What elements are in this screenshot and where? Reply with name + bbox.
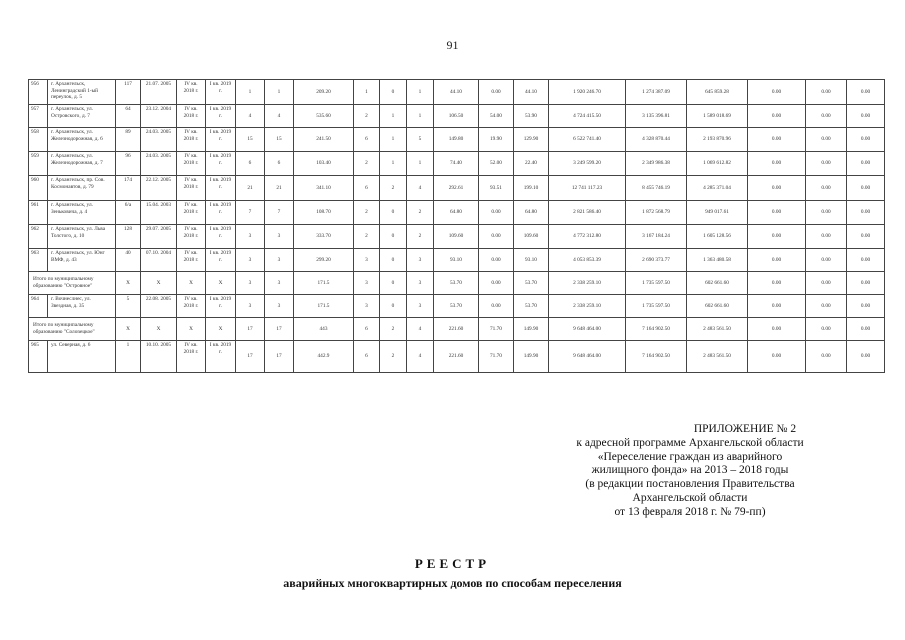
value-cell: 1 363 480.58 [687, 249, 748, 272]
value-cell: 2 [354, 201, 380, 225]
value-cell: 149.90 [514, 318, 549, 341]
value-cell: 4 772 312.80 [549, 225, 626, 249]
date-cell: 22.12. 2005 [141, 176, 177, 201]
value-cell: 2 [380, 318, 407, 341]
value-cell: 71.70 [479, 318, 514, 341]
table-cell: I кв. 2019 г. [206, 341, 236, 373]
total-row [29, 272, 885, 295]
value-cell: 0.00 [748, 176, 806, 201]
row-number: 961 [29, 201, 48, 225]
value-cell: 0.00 [748, 341, 806, 373]
value-cell: 0.00 [748, 225, 806, 249]
value-cell: 1 [265, 80, 294, 105]
value-cell: 17 [236, 341, 265, 373]
appendix-line: Архангельской области [632, 491, 748, 504]
table-cell: IV кв. 2018 г. [177, 105, 206, 128]
row-number: 964 [29, 295, 48, 318]
table-cell: X [141, 272, 177, 295]
value-cell: 333.70 [294, 225, 354, 249]
value-cell: 0.00 [748, 201, 806, 225]
value-cell: 7 [265, 201, 294, 225]
table-cell: X [177, 318, 206, 341]
value-cell: 106.50 [434, 105, 479, 128]
value-cell: 3 167 184.24 [626, 225, 687, 249]
value-cell: 22.40 [514, 152, 549, 176]
table-cell: I кв. 2019 г. [206, 295, 236, 318]
value-cell: 3 [354, 249, 380, 272]
table-cell: X [206, 318, 236, 341]
value-cell: 0.00 [806, 341, 847, 373]
value-cell: 6 [265, 152, 294, 176]
value-cell: 0.00 [847, 249, 885, 272]
address-cell: г. Архангельск, пр. Сов. Космонавтов, д. 79 [48, 176, 116, 201]
table-cell: IV кв. 2018 г. [177, 152, 206, 176]
total-label: Итого по муниципальному образованию "Солоnецкое" [29, 318, 116, 341]
value-cell: 9 648 464.00 [549, 318, 626, 341]
value-cell: 3 135 396.81 [626, 105, 687, 128]
value-cell: 0.00 [806, 128, 847, 152]
value-cell: 171.5 [294, 295, 354, 318]
table-cell: I кв. 2019 г. [206, 176, 236, 201]
value-cell: 109.60 [514, 225, 549, 249]
value-cell: 3 249 599.20 [549, 152, 626, 176]
date-cell: 15.04. 2003 [141, 201, 177, 225]
value-cell: 4 724 415.50 [549, 105, 626, 128]
table-cell: 5 [116, 295, 141, 318]
value-cell: 3 [236, 249, 265, 272]
table-cell: X [206, 272, 236, 295]
value-cell: 1 920 246.70 [549, 80, 626, 105]
value-cell: 53.70 [514, 272, 549, 295]
value-cell: 149.90 [514, 341, 549, 373]
value-cell: 3 [407, 272, 434, 295]
value-cell: 2 690 373.77 [626, 249, 687, 272]
value-cell: 0.00 [847, 152, 885, 176]
row-number: 965 [29, 341, 48, 373]
value-cell: 1 [407, 105, 434, 128]
value-cell: 0.00 [806, 272, 847, 295]
value-cell: 93.10 [514, 249, 549, 272]
appendix-line: «Переселение граждан из аварийного [597, 450, 783, 463]
value-cell: 341.10 [294, 176, 354, 201]
value-cell: 0.00 [479, 80, 514, 105]
value-cell: 1 [354, 80, 380, 105]
total-label: Итого по муниципальному образованию "Островное" [29, 272, 116, 295]
table-row [29, 152, 885, 176]
address-cell: г. Архангельск, ул. Зеньковича, д. 4 [48, 201, 116, 225]
table-cell: I кв. 2019 г. [206, 128, 236, 152]
table-row [29, 225, 885, 249]
value-cell: 0.00 [748, 272, 806, 295]
value-cell: 6 522 741.40 [549, 128, 626, 152]
value-cell: 129.90 [514, 128, 549, 152]
address-cell: г. Архангельск, ул. Железнодорожная, д. 6 [48, 128, 116, 152]
value-cell: 3 [265, 249, 294, 272]
table-cell: X [141, 318, 177, 341]
date-cell: 24.03. 2005 [141, 128, 177, 152]
value-cell: 1 274 387.09 [626, 80, 687, 105]
value-cell: 0.00 [748, 295, 806, 318]
table-cell: 128 [116, 225, 141, 249]
date-cell: 21.07. 2005 [141, 80, 177, 105]
value-cell: 602 661.60 [687, 295, 748, 318]
value-cell: 0.00 [847, 295, 885, 318]
value-cell: 535.60 [294, 105, 354, 128]
value-cell: 6 [236, 152, 265, 176]
row-number: 963 [29, 249, 48, 272]
value-cell: 12 741 117.23 [549, 176, 626, 201]
value-cell: 0.00 [748, 80, 806, 105]
table-row [29, 201, 885, 225]
value-cell: 0 [380, 295, 407, 318]
address-cell: ул. Северная, д. 6 [48, 341, 116, 373]
table-cell: IV кв. 2018 г. [177, 128, 206, 152]
value-cell: 0.00 [479, 295, 514, 318]
value-cell: 4 285 371.04 [687, 176, 748, 201]
table-cell: I кв. 2019 г. [206, 80, 236, 105]
value-cell: 1 605 128.56 [687, 225, 748, 249]
value-cell: 1 [380, 128, 407, 152]
value-cell: 2 483 561.50 [687, 318, 748, 341]
value-cell: 0.00 [806, 225, 847, 249]
value-cell: 0.00 [847, 341, 885, 373]
row-number: 958 [29, 128, 48, 152]
value-cell: 4 [236, 105, 265, 128]
value-cell: 442.9 [294, 341, 354, 373]
value-cell: 0.00 [847, 128, 885, 152]
value-cell: 3 [354, 272, 380, 295]
value-cell: 949 017.61 [687, 201, 748, 225]
table-cell: IV кв. 2018 г. [177, 176, 206, 201]
table-row [29, 341, 885, 373]
table-cell: I кв. 2019 г. [206, 201, 236, 225]
value-cell: 4 [407, 318, 434, 341]
table-row [29, 80, 885, 105]
value-cell: 15 [265, 128, 294, 152]
value-cell: 0.00 [847, 272, 885, 295]
value-cell: 2 193 870.96 [687, 128, 748, 152]
appendix-line: (в редакции постановления Правительства [585, 478, 795, 491]
address-cell: г. Архангельск, ул. Юнг ВМФ, д. 43 [48, 249, 116, 272]
value-cell: 9 648 464.00 [549, 341, 626, 373]
value-cell: 0.00 [847, 176, 885, 201]
value-cell: 21 [265, 176, 294, 201]
value-cell: 221.60 [434, 341, 479, 373]
value-cell: 71.70 [479, 341, 514, 373]
table-cell: X [177, 272, 206, 295]
value-cell: 64.80 [434, 201, 479, 225]
value-cell: 0.00 [806, 80, 847, 105]
value-cell: 2 [407, 201, 434, 225]
value-cell: 2 [354, 225, 380, 249]
value-cell: 93.10 [434, 249, 479, 272]
table-cell: I кв. 2019 г. [206, 152, 236, 176]
value-cell: 3 [265, 225, 294, 249]
value-cell: 4 [265, 105, 294, 128]
value-cell: 0.00 [479, 225, 514, 249]
value-cell: 0.00 [748, 249, 806, 272]
value-cell: 19.90 [479, 128, 514, 152]
row-number: 957 [29, 105, 48, 128]
value-cell: 1 735 597.50 [626, 295, 687, 318]
value-cell: 2 [407, 225, 434, 249]
value-cell: 0.00 [806, 105, 847, 128]
table-cell: 89 [116, 128, 141, 152]
value-cell: 0.00 [479, 249, 514, 272]
value-cell: 0.00 [748, 105, 806, 128]
value-cell: 53.70 [434, 295, 479, 318]
value-cell: 1 [380, 152, 407, 176]
value-cell: 171.5 [294, 272, 354, 295]
value-cell: 6 [354, 176, 380, 201]
value-cell: 53.70 [434, 272, 479, 295]
appendix-line: от 13 февраля 2018 г. № 79-пп) [614, 505, 766, 518]
address-cell: г. Архангельск, ул. Льва Толстого, д. 10 [48, 225, 116, 249]
value-cell: 5 [407, 128, 434, 152]
value-cell: 108.70 [294, 201, 354, 225]
value-cell: 0.00 [847, 105, 885, 128]
total-row [29, 318, 885, 341]
value-cell: 3 [265, 272, 294, 295]
value-cell: 74.40 [434, 152, 479, 176]
value-cell: 0.00 [479, 272, 514, 295]
table-row [29, 105, 885, 128]
row-number: 956 [29, 80, 48, 105]
table-cell: I кв. 2019 г. [206, 105, 236, 128]
value-cell: 4 [407, 176, 434, 201]
table-cell: IV кв. 2018 г. [177, 201, 206, 225]
value-cell: 241.50 [294, 128, 354, 152]
value-cell: 1 [236, 80, 265, 105]
value-cell: 0.00 [806, 295, 847, 318]
value-cell: 1 [380, 105, 407, 128]
value-cell: 2 338 259.10 [549, 272, 626, 295]
table-cell: IV кв. 2018 г. [177, 249, 206, 272]
value-cell: 53.70 [514, 295, 549, 318]
address-cell: г. Архангельск, ул. Железнодорожная, д. 7 [48, 152, 116, 176]
page-number: 91 [446, 38, 459, 52]
value-cell: 53.90 [514, 105, 549, 128]
table-cell: 1 [116, 341, 141, 373]
appendix-line: к адресной программе Архангельской области [576, 436, 804, 449]
table-row [29, 128, 885, 152]
table-cell: X [116, 318, 141, 341]
table-cell: IV кв. 2018 г. [177, 225, 206, 249]
value-cell: 0.00 [806, 176, 847, 201]
value-cell: 3 [407, 295, 434, 318]
table-cell: 96 [116, 152, 141, 176]
table-row [29, 295, 885, 318]
value-cell: 1 872 568.79 [626, 201, 687, 225]
value-cell: 602 661.60 [687, 272, 748, 295]
address-cell: г. Вочнеслнеc, ул. Звездная, д. 35 [48, 295, 116, 318]
appendix-heading: ПРИЛОЖЕНИЕ № 2 [693, 423, 797, 435]
value-cell: 0.00 [806, 201, 847, 225]
row-number: 959 [29, 152, 48, 176]
registry-title: РЕЕСТР [414, 556, 491, 571]
value-cell: 3 [354, 295, 380, 318]
value-cell: 64.80 [514, 201, 549, 225]
value-cell: 199.10 [514, 176, 549, 201]
date-cell: 22.08. 2005 [141, 295, 177, 318]
value-cell: 0 [380, 80, 407, 105]
value-cell: 109.60 [434, 225, 479, 249]
value-cell: 0 [380, 201, 407, 225]
value-cell: 1 735 597.50 [626, 272, 687, 295]
table-cell: 64 [116, 105, 141, 128]
registry-subtitle: аварийных многоквартирных домов по способам переселения [283, 576, 622, 590]
date-cell: 10.10. 2005 [141, 341, 177, 373]
value-cell: 2 349 986.38 [626, 152, 687, 176]
value-cell: 443 [294, 318, 354, 341]
value-cell: 0.00 [479, 201, 514, 225]
value-cell: 2 [354, 105, 380, 128]
value-cell: 4 [407, 341, 434, 373]
value-cell: 0 [380, 225, 407, 249]
value-cell: 2 [380, 176, 407, 201]
value-cell: 2 [380, 341, 407, 373]
appendix-block [540, 423, 840, 520]
value-cell: 6 [354, 318, 380, 341]
table-cell: IV кв. 2018 г. [177, 341, 206, 373]
address-cell: г. Архангельск, Ленинградский 1-ый переулок, д. 5 [48, 80, 116, 105]
value-cell: 52.00 [479, 152, 514, 176]
row-number: 962 [29, 225, 48, 249]
value-cell: 21 [236, 176, 265, 201]
value-cell: 1 589 018.69 [687, 105, 748, 128]
value-cell: 0.00 [847, 318, 885, 341]
value-cell: 3 [265, 295, 294, 318]
table-cell: IV кв. 2018 г. [177, 295, 206, 318]
value-cell: 6 [354, 341, 380, 373]
value-cell: 7 164 902.50 [626, 341, 687, 373]
value-cell: 0.00 [748, 128, 806, 152]
value-cell: 0.00 [847, 201, 885, 225]
value-cell: 7 164 902.50 [626, 318, 687, 341]
value-cell: 2 821 586.40 [549, 201, 626, 225]
value-cell: 44.10 [434, 80, 479, 105]
row-number: 960 [29, 176, 48, 201]
table-cell: IV кв. 2018 г. [177, 80, 206, 105]
value-cell: 1 069 612.82 [687, 152, 748, 176]
value-cell: 0.00 [847, 225, 885, 249]
date-cell: 29.07. 2005 [141, 225, 177, 249]
value-cell: 2 338 259.10 [549, 295, 626, 318]
value-cell: 0.00 [748, 152, 806, 176]
value-cell: 44.10 [514, 80, 549, 105]
value-cell: 3 [236, 272, 265, 295]
value-cell: 8 455 746.19 [626, 176, 687, 201]
date-cell: 24.03. 2005 [141, 152, 177, 176]
value-cell: 54.00 [479, 105, 514, 128]
table-cell: I кв. 2019 г. [206, 225, 236, 249]
value-cell: 2 483 561.50 [687, 341, 748, 373]
value-cell: 645 859.28 [687, 80, 748, 105]
value-cell: 0.00 [806, 318, 847, 341]
value-cell: 1 [407, 80, 434, 105]
value-cell: 149.80 [434, 128, 479, 152]
table-cell: 40 [116, 249, 141, 272]
value-cell: 4 328 870.44 [626, 128, 687, 152]
table-cell: I кв. 2019 г. [206, 249, 236, 272]
value-cell: 292.61 [434, 176, 479, 201]
value-cell: 17 [265, 318, 294, 341]
value-cell: 7 [236, 201, 265, 225]
value-cell: 6 [354, 128, 380, 152]
address-cell: г. Архангельск, ул. Островского, д. 7 [48, 105, 116, 128]
value-cell: 3 [236, 225, 265, 249]
value-cell: 1 [407, 152, 434, 176]
value-cell: 0 [380, 272, 407, 295]
registry-table [28, 79, 885, 373]
value-cell: 221.60 [434, 318, 479, 341]
value-cell: 15 [236, 128, 265, 152]
value-cell: 0.00 [748, 318, 806, 341]
table-cell: 6/а [116, 201, 141, 225]
date-cell: 07.10. 2004 [141, 249, 177, 272]
appendix-line: жилищного фонда» на 2013 – 2018 годы [591, 464, 789, 477]
value-cell: 4 053 853.39 [549, 249, 626, 272]
value-cell: 299.20 [294, 249, 354, 272]
date-cell: 23.12. 2004 [141, 105, 177, 128]
value-cell: 3 [236, 295, 265, 318]
value-cell: 2 [354, 152, 380, 176]
value-cell: 0 [380, 249, 407, 272]
value-cell: 17 [265, 341, 294, 373]
table-row [29, 249, 885, 272]
value-cell: 0.00 [806, 249, 847, 272]
value-cell: 3 [407, 249, 434, 272]
table-cell: 117 [116, 80, 141, 105]
table-cell: 174 [116, 176, 141, 201]
table-row [29, 176, 885, 201]
value-cell: 103.40 [294, 152, 354, 176]
value-cell: 0.00 [806, 152, 847, 176]
value-cell: 17 [236, 318, 265, 341]
value-cell: 93.51 [479, 176, 514, 201]
value-cell: 0.00 [847, 80, 885, 105]
value-cell: 209.20 [294, 80, 354, 105]
table-cell: X [116, 272, 141, 295]
